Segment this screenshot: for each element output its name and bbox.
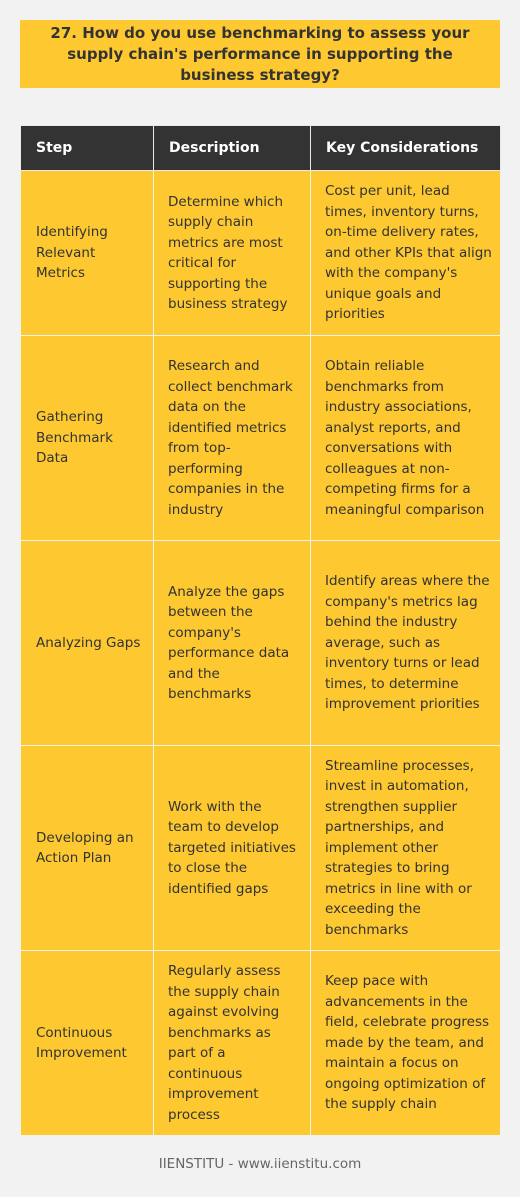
description-cell: Regularly assess the supply chain against evolving benchmarks as part of a continuous improvement process [154,951,311,1136]
table-row [21,951,501,1136]
considerations-cell: Obtain reliable benchmarks from industry associations, analyst reports, and conversations with colleagues at non-competing firms for a meaningful comparison [311,336,501,541]
header-key-considerations: Key Considerations [311,126,501,171]
title-banner [20,20,500,88]
step-cell: Analyzing Gaps [21,541,154,746]
description-cell: Determine which supply chain metrics are most critical for supporting the business strategy [154,171,311,336]
table-row [21,746,501,951]
description-cell: Work with the team to develop targeted initiatives to close the identified gaps [154,746,311,951]
table-row [21,336,501,541]
considerations-cell: Cost per unit, lead times, inventory turns, on-time delivery rates, and other KPIs that align with the company's unique goals and priorities [311,171,501,336]
table-row [21,171,501,336]
step-cell: Developing an Action Plan [21,746,154,951]
step-cell: Gathering Benchmark Data [21,336,154,541]
description-cell: Research and collect benchmark data on the identified metrics from top-performing companies in the industry [154,336,311,541]
footer-credit: IIENSTITU - www.iienstitu.com [158,1156,362,1172]
step-cell: Continuous Improvement [21,951,154,1136]
benchmarking-table [20,125,501,1136]
considerations-cell: Identify areas where the company's metrics lag behind the industry average, such as inventory turns or lead times, to determine improvement priorities [311,541,501,746]
table-row [21,541,501,746]
considerations-cell: Streamline processes, invest in automation, strengthen supplier partnerships, and implement other strategies to bring metrics in line with or exceeding the benchmarks [311,746,501,951]
table-header-row [21,126,501,171]
step-cell: Identifying Relevant Metrics [21,171,154,336]
header-description: Description [154,126,311,171]
considerations-cell: Keep pace with advancements in the field, celebrate progress made by the team, and maintain a focus on ongoing optimization of the supply chain [311,951,501,1136]
description-cell: Analyze the gaps between the company's performance data and the benchmarks [154,541,311,746]
page-title: 27. How do you use benchmarking to assess your supply chain's performance in supporting the business strategy? [50,23,470,84]
header-step: Step [21,126,154,171]
